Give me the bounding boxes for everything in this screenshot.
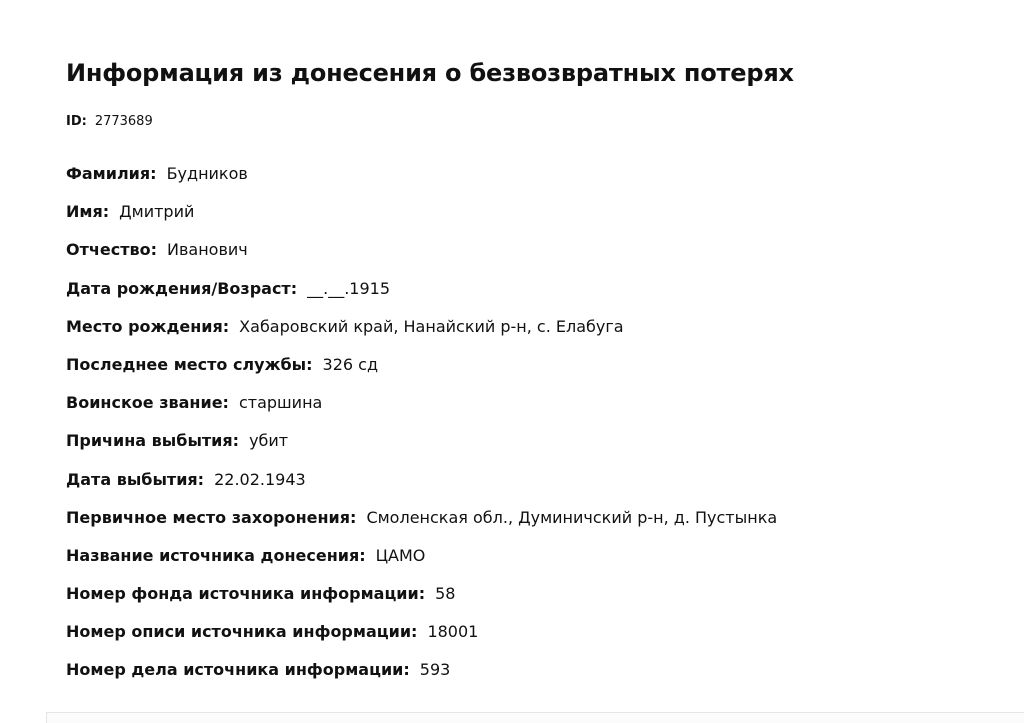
field-first-name <box>66 201 777 239</box>
field-label: Причина выбытия: <box>66 431 240 451</box>
field-label: Имя: <box>66 202 110 222</box>
field-value: старшина <box>238 393 323 413</box>
field-label: Первичное место захоронения: <box>66 507 357 527</box>
field-value: __.__.1915 <box>307 278 390 298</box>
field-patronymic <box>66 239 777 277</box>
field-loss-reason <box>66 430 777 468</box>
next-section-edge <box>46 712 1024 723</box>
field-value: 326 сд <box>322 354 379 374</box>
field-value: убит <box>249 431 289 451</box>
id-label: ID: <box>66 114 87 129</box>
field-inventory-number <box>66 621 777 659</box>
field-label: Номер описи источника информации: <box>66 622 418 642</box>
field-value: 18001 <box>427 622 479 642</box>
field-label: Фамилия: <box>66 164 157 183</box>
field-value: ЦАМО <box>375 545 426 565</box>
field-label: Последнее место службы: <box>66 354 313 374</box>
field-loss-date <box>66 469 777 507</box>
field-label: Дата выбытия: <box>66 469 205 489</box>
field-last-service <box>66 354 777 392</box>
field-surname <box>66 163 777 201</box>
field-label: Номер дела источника информации: <box>66 660 410 680</box>
field-label: Место рождения: <box>66 316 230 336</box>
field-fond-number <box>66 583 777 621</box>
record-fields <box>66 163 777 698</box>
field-value: 593 <box>419 660 451 680</box>
id-value: 2773689 <box>94 114 153 129</box>
field-value: Хабаровский край, Нанайский р-н, с. Елабуга <box>239 316 624 336</box>
field-label: Отчество: <box>66 240 157 260</box>
field-value: Смоленская обл., Думиничский р-н, д. Пустынка <box>366 507 778 527</box>
page-title: Информация из донесения о безвозвратных потерях <box>66 59 794 87</box>
field-burial-place <box>66 507 777 545</box>
field-rank <box>66 392 777 430</box>
field-label: Название источника донесения: <box>66 545 366 565</box>
field-birth-date <box>66 278 777 316</box>
field-birthplace <box>66 316 777 354</box>
field-label: Воинское звание: <box>66 393 229 413</box>
field-label: Номер фонда источника информации: <box>66 584 426 604</box>
field-value: Дмитрий <box>119 202 195 222</box>
field-value: Иванович <box>166 240 248 260</box>
field-value: Будников <box>166 164 248 183</box>
field-source-name <box>66 545 777 583</box>
record-id <box>66 112 153 132</box>
field-value: 58 <box>435 584 456 604</box>
field-file-number <box>66 659 777 697</box>
field-label: Дата рождения/Возраст: <box>66 278 298 298</box>
field-value: 22.02.1943 <box>214 469 306 489</box>
